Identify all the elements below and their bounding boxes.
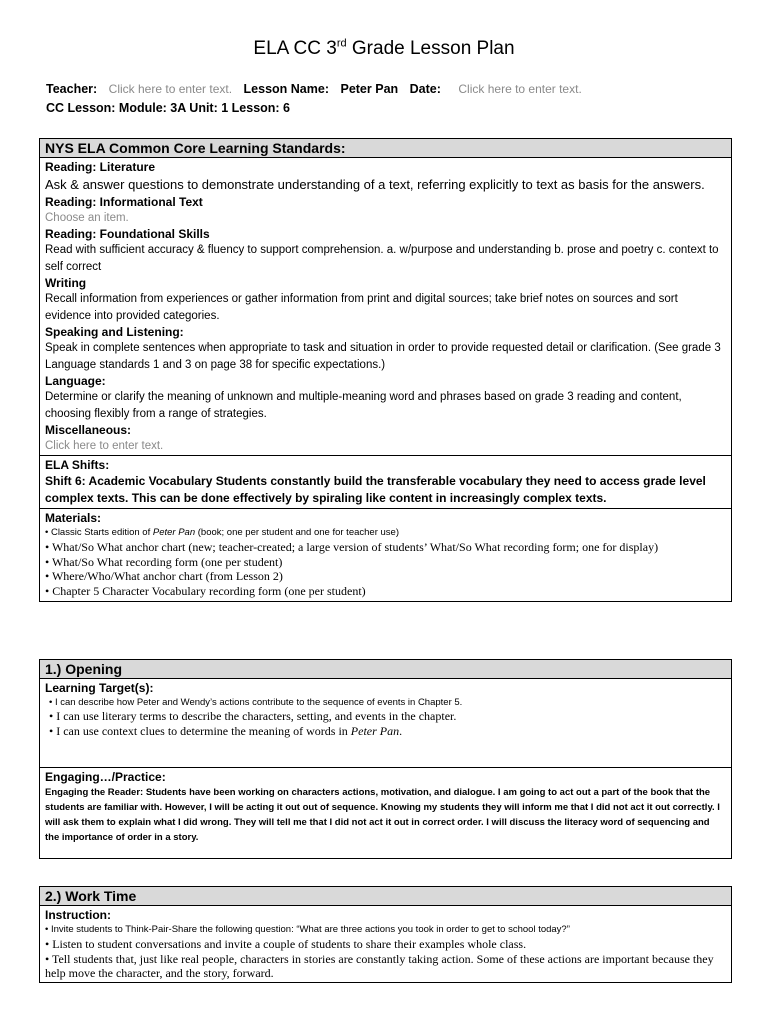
- lesson-name-label: Lesson Name:: [243, 82, 329, 96]
- materials-item: • What/So What anchor chart (new; teacher-created; a large version of students’ What/So What recording form; one for display): [45, 540, 659, 554]
- date-label: Date:: [409, 82, 441, 96]
- standards-table: [39, 138, 732, 602]
- shifts-text: Shift 6: Academic Vocabulary Students constantly build the transferable vocabulary they need to access grade level complex texts. This can be done effectively by spiraling like content in increasingly complex texts.: [45, 474, 706, 505]
- standards-heading: NYS ELA Common Core Learning Standards:: [40, 139, 732, 158]
- reading-foundational-text: Read with sufficient accuracy & fluency to support comprehension. a. w/purpose and understanding b. prose and poetry c. context to self correct: [45, 244, 719, 273]
- teacher-field[interactable]: Click here to enter text.: [108, 82, 233, 96]
- reading-literature-label: Reading: Literature: [45, 160, 156, 174]
- speaking-label: Speaking and Listening:: [45, 325, 184, 339]
- materials-item: • What/So What recording form (one per student): [45, 554, 283, 569]
- engaging-label: Engaging…/Practice:: [45, 770, 166, 784]
- header-line-1: [46, 81, 582, 97]
- materials-cell: [40, 509, 732, 602]
- materials-label: Materials:: [45, 511, 102, 525]
- language-label: Language:: [45, 374, 106, 388]
- opening-table: [39, 659, 732, 859]
- standards-body: [40, 158, 732, 456]
- learning-targets-cell: [40, 679, 732, 768]
- work-time-table: [39, 886, 732, 983]
- speaking-text: Speak in complete sentences when appropriate to task and situation in order to provide requested detail or clarification. (See grade 3 Language standards 1 and 3 on page 38 for specific expectations.): [45, 342, 721, 371]
- learning-target: • I can use context clues to determine the meaning of words in Peter Pan.: [49, 723, 403, 738]
- instruction-label: Instruction:: [45, 908, 111, 922]
- lesson-name-value: Peter Pan: [340, 82, 399, 96]
- reading-literature-text: Ask & answer questions to demonstrate understanding of a text, referring explicitly to text as basis for the answers.: [45, 177, 705, 192]
- reading-informational-dropdown[interactable]: Choose an item.: [45, 212, 129, 224]
- misc-field[interactable]: Click here to enter text.: [45, 440, 164, 452]
- shifts-cell: [40, 456, 732, 509]
- reading-informational-label: Reading: Informational Text: [45, 195, 203, 209]
- materials-item: • Classic Starts edition of Peter Pan (book; one per student and one for teacher use): [45, 527, 399, 538]
- writing-label: Writing: [45, 276, 87, 290]
- engaging-cell: [40, 768, 732, 859]
- engaging-text: Engaging the Reader: Students have been working on characters actions, motivation, and dialogue. I am going to act out a part of the book that the students are familiar with. However, I will be acting it out out of sequence. Knowing my students they will inform me that I did not act it out correctly. I will ask them to explain what I did wrong. They will tell me that I did not act it out in correct order. I will discuss the literacy word of sequencing and the importance of order in a story.: [45, 787, 720, 843]
- instruction-cell: [40, 906, 732, 983]
- instruction-item: • Tell students that, just like real people, characters in stories are constantly taking action. Some of these actions are important because they help move the character, and the story, forward.: [45, 951, 714, 980]
- language-text: Determine or clarify the meaning of unknown and multiple-meaning word and phrases based on grade 3 reading and content, choosing flexibly from a range of strategies.: [45, 391, 682, 420]
- materials-item: • Chapter 5 Character Vocabulary recording form (one per student): [45, 583, 366, 598]
- date-field[interactable]: Click here to enter text.: [458, 82, 582, 96]
- writing-text: Recall information from experiences or gather information from print and digital sources; take brief notes on sources and sort evidence into provided categories.: [45, 293, 678, 322]
- learning-targets-label: Learning Target(s):: [45, 681, 154, 695]
- shifts-label: ELA Shifts:: [45, 458, 110, 472]
- misc-label: Miscellaneous:: [45, 423, 132, 437]
- instruction-item: • Listen to student conversations and invite a couple of students to share their examples whole class.: [45, 937, 527, 951]
- reading-foundational-label: Reading: Foundational Skills: [45, 227, 210, 241]
- cc-lesson-line: CC Lesson: Module: 3A Unit: 1 Lesson: 6: [46, 101, 291, 115]
- materials-item: • Where/Who/What anchor chart (from Lesson 2): [45, 569, 283, 583]
- learning-target: • I can use literary terms to describe the characters, setting, and events in the chapter.: [49, 709, 457, 723]
- opening-heading: 1.) Opening: [40, 660, 732, 679]
- page-title: ELA CC 3rd Grade Lesson Plan: [253, 37, 515, 59]
- instruction-item: • Invite students to Think-Pair-Share the following question: “What are three actions you took in order to get to school today?”: [45, 924, 570, 935]
- work-time-heading: 2.) Work Time: [40, 887, 732, 906]
- teacher-label: Teacher:: [46, 82, 98, 96]
- learning-target: • I can describe how Peter and Wendy’s actions contribute to the sequence of events in Chapter 5.: [49, 697, 463, 708]
